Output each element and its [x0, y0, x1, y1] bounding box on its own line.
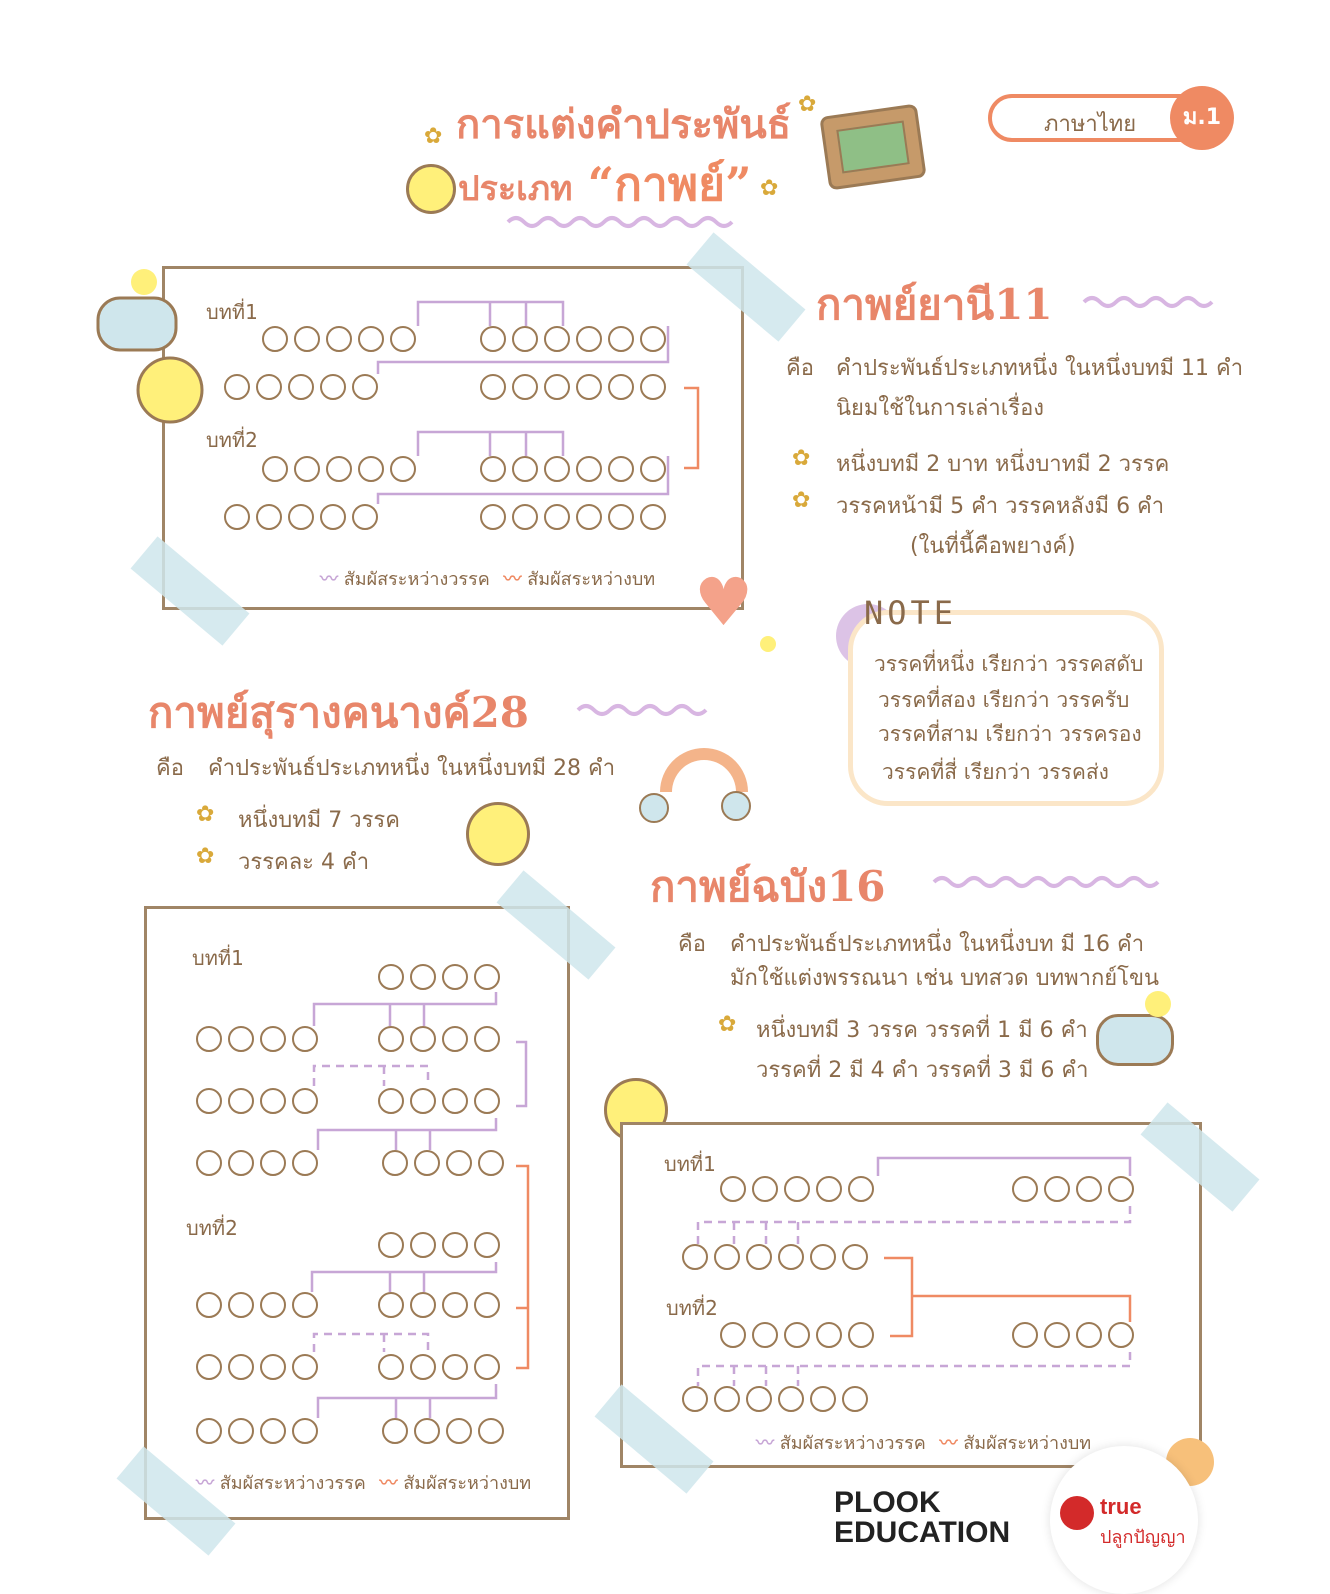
chabang-title: กาพย์ฉบัง16: [650, 862, 886, 911]
wavy-decoration: [1084, 298, 1212, 306]
yellow-dot: [131, 269, 157, 295]
rhyme-line: [318, 1118, 496, 1150]
surang-bullet1: หนึ่งบทมี 7 วรรค: [238, 808, 400, 833]
surang-title: กาพย์สุรางคนางค์28: [148, 688, 530, 737]
surang-verse1-label: บทที่1: [192, 946, 244, 970]
chabang-bullet1: หนึ่งบทมี 3 วรรค วรรคที่ 1 มี 6 คำ: [756, 1018, 1088, 1043]
chabang-def-line2: มักใช้แต่งพรรณนา เช่น บทสวด บทพากย์โขน: [730, 966, 1160, 991]
subject-label: ภาษาไทย: [1044, 112, 1137, 137]
chabang-def-label: คือ: [678, 932, 706, 957]
rhyme-line: [318, 1384, 496, 1418]
legend-orange-icon: 〰: [503, 569, 522, 590]
yani-bullet1: หนึ่งบทมี 2 บาท หนึ่งบาทมี 2 วรรค: [836, 452, 1170, 477]
rhyme-line: [698, 1206, 1130, 1244]
yellow-dot: [1145, 991, 1171, 1017]
wavy-decoration: [508, 218, 732, 226]
chabang-verse2-label: บทที่2: [666, 1296, 718, 1320]
chabang-bullet1-cont: วรรคที่ 2 มี 4 คำ วรรคที่ 3 มี 6 คำ: [756, 1058, 1089, 1083]
plook-logo-line2: EDUCATION: [834, 1516, 1011, 1549]
legend-between-verses: สัมผัสระหว่างบท: [963, 1433, 1092, 1454]
yani-def-label: คือ: [786, 356, 814, 381]
surang-bullet2: วรรคละ 4 คำ: [238, 850, 370, 875]
legend-orange-icon: 〰: [939, 1433, 958, 1454]
rhyme-line: [418, 302, 563, 326]
legend-purple-icon: 〰: [320, 569, 338, 590]
flower-bullet-icon: ✿: [792, 446, 811, 471]
true-logo-subtext: ปลูกปัญญา: [1100, 1527, 1186, 1548]
rhyme-line: [312, 1262, 496, 1292]
rhyme-line-verse: [884, 1258, 1130, 1336]
legend-between-lines: สัมผัสระหว่างวรรค: [779, 1433, 926, 1454]
plook-education-logo: [834, 1488, 1010, 1548]
yani-bullet2: วรรคหน้ามี 5 คำ วรรคหลังมี 6 คำ: [836, 494, 1165, 519]
rhyme-line: [314, 1334, 428, 1352]
rhyme-line: [698, 1352, 1130, 1386]
note-line-1: วรรคที่หนึ่ง เรียกว่า วรรคสดับ: [874, 652, 1144, 676]
speech-bubble-icon: [98, 298, 176, 350]
plook-logo-line1: PLOOK: [834, 1486, 941, 1519]
surang-def-line1: คำประพันธ์ประเภทหนึ่ง ในหนึ่งบทมี 28 คำ: [208, 756, 616, 781]
flower-bullet-icon: ✿: [792, 488, 811, 513]
surang-verse2-label: บทที่2: [186, 1216, 238, 1240]
legend-between-verses: สัมผัสระหว่างบท: [403, 1473, 532, 1494]
flower-icon: ✿: [760, 176, 779, 201]
chabang-def-line1: คำประพันธ์ประเภทหนึ่ง ในหนึ่งบท มี 16 คำ: [730, 932, 1145, 957]
rhyme-line-verse: [684, 388, 698, 468]
laughing-face-icon: [138, 358, 202, 422]
yani-def-line2: นิยมใช้ในการเล่าเรื่อง: [836, 396, 1045, 421]
legend-purple-icon: 〰: [756, 1433, 774, 1454]
legend-between-lines: สัมผัสระหว่างวรรค: [219, 1473, 366, 1494]
page-title-prefix: ประเภท: [458, 169, 573, 209]
rhyme-line: [314, 992, 496, 1026]
grade-badge: ม.1: [1170, 86, 1234, 150]
page-title-line1: การแต่งคำประพันธ์: [456, 101, 792, 148]
heart-icon: ♥: [694, 564, 754, 641]
legend-purple-icon: 〰: [196, 1473, 214, 1494]
yani-def-line1: คำประพันธ์ประเภทหนึ่ง ในหนึ่งบทมี 11 คำ: [836, 356, 1244, 381]
legend-between-lines: สัมผัสระหว่างวรรค: [343, 569, 490, 590]
yani-bullet2-note: (ในที่นี้คือพยางค์): [910, 534, 1076, 559]
note-line-3: วรรคที่สาม เรียกว่า วรรครอง: [878, 722, 1142, 746]
cloud-icon: [722, 792, 750, 820]
surang-def-label: คือ: [156, 756, 184, 781]
chabang-verse1-label: บทที่1: [664, 1152, 716, 1176]
wavy-decoration: [578, 706, 706, 714]
flower-bullet-icon: ✿: [196, 802, 215, 827]
rhyme-line: [878, 1158, 1130, 1176]
yani-verse1-label: บทที่1: [206, 300, 258, 324]
rhyme-line: [378, 456, 668, 504]
legend-orange-icon: 〰: [379, 1473, 398, 1494]
rhyme-line: [418, 432, 563, 456]
yellow-dot: [760, 636, 776, 652]
flower-icon: ✿: [798, 92, 817, 117]
note-line-4: วรรคที่สี่ เรียกว่า วรรคส่ง: [882, 760, 1109, 784]
flower-bullet-icon: ✿: [196, 844, 215, 869]
flower-bullet-icon: ✿: [718, 1012, 737, 1037]
rhyme-line-verse: [516, 1042, 526, 1106]
flower-icon: ✿: [424, 124, 443, 149]
rhyme-line-verse: [516, 1166, 528, 1368]
rhyme-line: [378, 326, 668, 374]
tree-icon: [1060, 1496, 1094, 1530]
note-heading: NOTE: [864, 594, 958, 632]
cloud-icon: [640, 794, 668, 822]
note-line-2: วรรคที่สอง เรียกว่า วรรครับ: [878, 688, 1130, 712]
true-logo-text: true: [1100, 1494, 1142, 1519]
yani-verse2-label: บทที่2: [206, 428, 258, 452]
legend-between-verses: สัมผัสระหว่างบท: [527, 569, 656, 590]
yani-title: กาพย์ยานี11: [816, 280, 1053, 329]
page-title-highlight: “กาพย์”: [587, 157, 752, 211]
wavy-decoration: [934, 878, 1158, 886]
rhyme-line: [314, 1066, 428, 1086]
